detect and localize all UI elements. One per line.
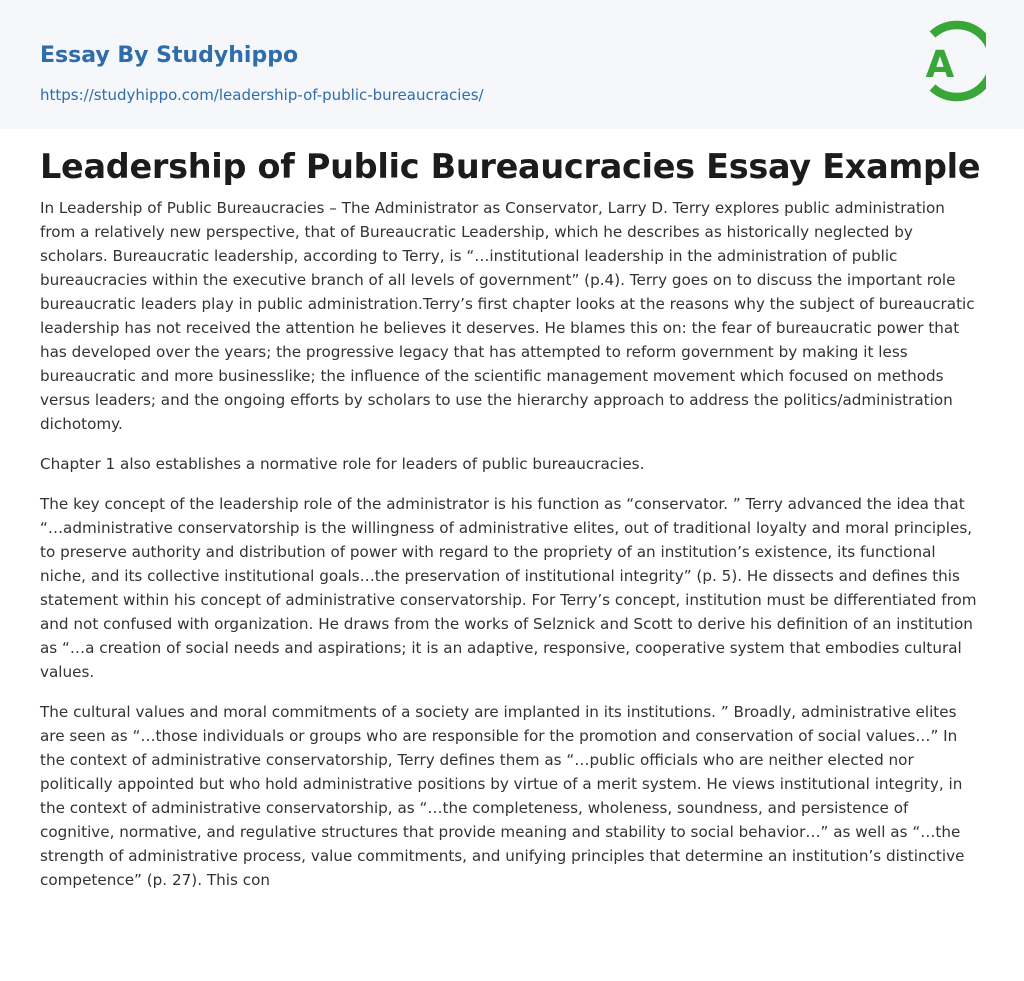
essay-paragraph-4: The cultural values and moral commitments of a society are implanted in its institutions. ” Broadly, administrative elites are seen as “…those individuals or groups who are responsible for the promotion and conservation of social values…” In the context of administrative conservatorship, Terry defines them as “…public officials who are neither elected nor politically appointed but who hold administrative positions by virtue of a merit system. He views institutional integrity, in the context of administrative conservatorship, as “…the completeness, wholeness, soundness, and persistence of cognitive, normative, and regulative structures that provide meaning and stability to social behavior…” as well as “…the strength of administrative process, value commitments, and unifying principles that determine an institution’s distinctive competence” (p. 27). This con <box>40 703 965 889</box>
site-title[interactable]: Essay By Studyhippo <box>40 43 299 68</box>
essay-paragraph-3: The key concept of the leadership role of the administrator is his function as “conservator. ” Terry advanced the idea that “…administrative conservatorship is the willingness of administrative elites, out of traditional loyalty and moral principles, to preserve authority and distribution of power with regard to the propriety of an institution’s existence, its functional niche, and its collective institutional goals…the preservation of institutional integrity” (p. 5). He dissects and defines this statement within his concept of administrative conservatorship. For Terry’s concept, institution must be differentiated from and not confused with organization. He draws from the works of Selznick and Scott to derive his definition of an institution as “…a creation of social needs and aspirations; it is an adaptive, responsive, cooperative system that embodies cultural values. <box>40 495 977 681</box>
essay-body <box>40 196 984 892</box>
site-header <box>0 0 1024 129</box>
studyhippo-logo-icon[interactable] <box>912 19 986 105</box>
essay-url-link[interactable]: https://studyhippo.com/leadership-of-public-bureaucracies/ <box>40 86 484 104</box>
essay-content <box>40 147 984 908</box>
essay-title: Leadership of Public Bureaucracies Essay Example <box>40 147 981 186</box>
logo-letter: A <box>925 43 955 86</box>
essay-paragraph-1: In Leadership of Public Bureaucracies – The Administrator as Conservator, Larry D. Terry explores public administration from a relatively new perspective, that of Bureaucratic Leadership, which he describes as historically neglected by scholars. Bureaucratic leadership, according to Terry, is “…institutional leadership in the administration of public bureaucracies within the executive branch of all levels of government” (p.4). Terry goes on to discuss the important role bureaucratic leaders play in public administration.Terry’s first chapter looks at the reasons why the subject of bureaucratic leadership has not received the attention he believes it deserves. He blames this on: the fear of bureaucratic power that has developed over the years; the progressive legacy that has attempted to reform government by making it less bureaucratic and more businesslike; the influence of the scientific management movement which focused on methods versus leaders; and the ongoing efforts by scholars to use the hierarchy approach to address the politics/administration dichotomy. <box>40 199 975 433</box>
essay-paragraph-2: Chapter 1 also establishes a normative role for leaders of public bureaucracies. <box>40 455 645 473</box>
